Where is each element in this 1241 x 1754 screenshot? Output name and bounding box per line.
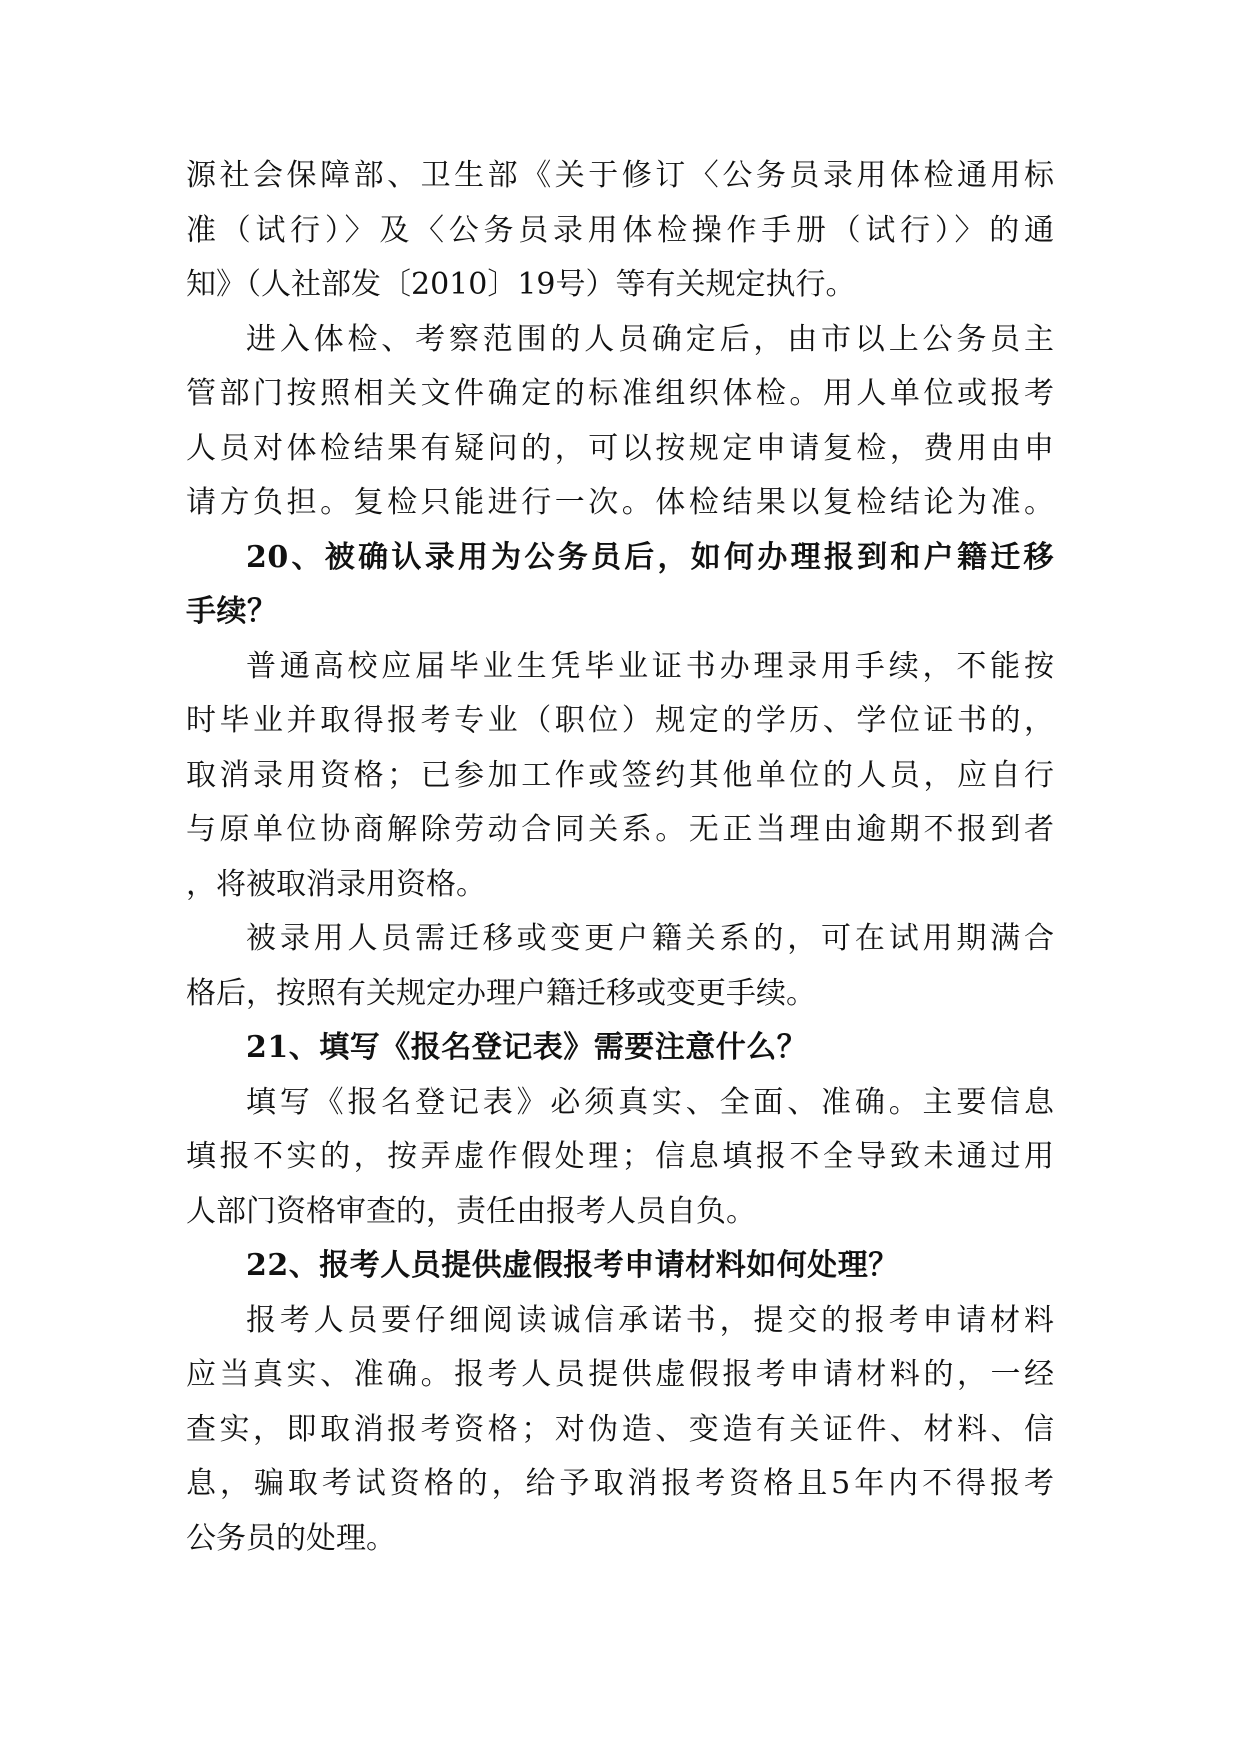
paragraph-line: 填写《报名登记表》必须真实、全面、准确。主要信息 bbox=[246, 1085, 1054, 1120]
paragraph-line: 被录用人员需迁移或变更户籍关系的，可在试用期满合 bbox=[246, 921, 1054, 956]
paragraph-line: 知》（人社部发〔2010〕19号）等有关规定执行。 bbox=[186, 267, 856, 302]
paragraph-line: 格后，按照有关规定办理户籍迁移或变更手续。 bbox=[186, 976, 816, 1011]
paragraph-line: 报考人员要仔细阅读诚信承诺书，提交的报考申请材料 bbox=[246, 1303, 1054, 1338]
section-heading-20-cont: 手续？ bbox=[186, 594, 278, 629]
paragraph-line: 与原单位协商解除劳动合同关系。无正当理由逾期不报到者 bbox=[186, 812, 1054, 847]
paragraph-line: 时毕业并取得报考专业（职位）规定的学历、学位证书的， bbox=[186, 703, 1054, 738]
paragraph-line: ，将被取消录用资格。 bbox=[186, 867, 486, 902]
paragraph-line: 请方负担。复检只能进行一次。体检结果以复检结论为准。 bbox=[186, 485, 1054, 520]
paragraph-line: 公务员的处理。 bbox=[186, 1521, 396, 1556]
paragraph-line: 普通高校应届毕业生凭毕业证书办理录用手续，不能按 bbox=[246, 649, 1054, 684]
paragraph-line: 源社会保障部、卫生部《关于修订〈公务员录用体检通用标 bbox=[186, 158, 1054, 193]
section-heading-22: 22、报考人员提供虚假报考申请材料如何处理？ bbox=[246, 1248, 899, 1283]
section-heading-21: 21、填写《报名登记表》需要注意什么？ bbox=[246, 1030, 808, 1065]
paragraph-line: 应当真实、准确。报考人员提供虚假报考申请材料的，一经 bbox=[186, 1357, 1054, 1392]
paragraph-line: 进入体检、考察范围的人员确定后，由市以上公务员主 bbox=[246, 322, 1054, 357]
section-heading-20: 20、被确认录用为公务员后，如何办理报到和户籍迁移 bbox=[246, 540, 1054, 575]
paragraph-line: 人部门资格审查的，责任由报考人员自负。 bbox=[186, 1194, 756, 1229]
paragraph-line: 管部门按照相关文件确定的标准组织体检。用人单位或报考 bbox=[186, 376, 1054, 411]
paragraph-line: 息，骗取考试资格的，给予取消报考资格且5年内不得报考 bbox=[186, 1466, 1054, 1501]
paragraph-line: 查实，即取消报考资格；对伪造、变造有关证件、材料、信 bbox=[186, 1412, 1054, 1447]
paragraph-line: 准（试行）〉及〈公务员录用体检操作手册（试行）〉的通 bbox=[186, 213, 1054, 248]
paragraph-line: 人员对体检结果有疑问的，可以按规定申请复检，费用由申 bbox=[186, 431, 1054, 466]
paragraph-line: 取消录用资格；已参加工作或签约其他单位的人员，应自行 bbox=[186, 758, 1054, 793]
paragraph-line: 填报不实的，按弄虚作假处理；信息填报不全导致未通过用 bbox=[186, 1139, 1054, 1174]
